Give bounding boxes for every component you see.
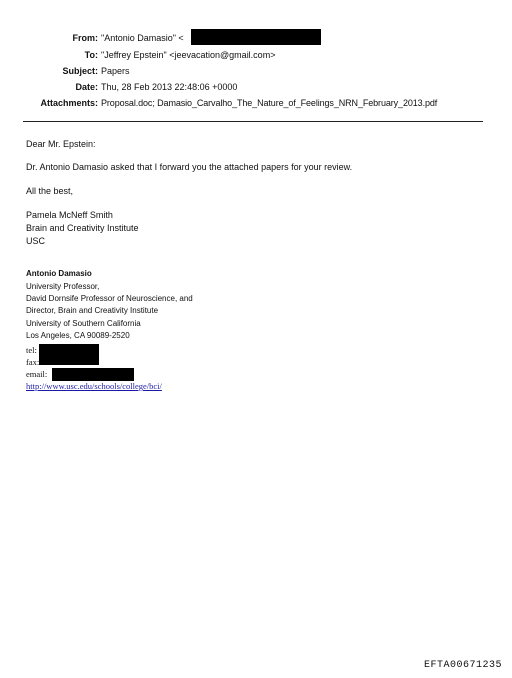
document-id: EFTA00671235 <box>423 660 502 671</box>
from-value: "Antonio Damasio" < <box>101 33 184 43</box>
from-row <box>0 31 98 45</box>
institute-link[interactable]: http://www.usc.edu/schools/college/bci/ <box>26 381 162 391</box>
signature-name: Antonio Damasio <box>26 269 92 278</box>
sender-line: Pamela McNeff Smith <box>26 210 113 220</box>
attachments-label: Attachments: <box>40 98 98 108</box>
to-label: To: <box>84 50 98 60</box>
signature-line: University Professor, <box>26 282 100 291</box>
redaction-box <box>39 344 99 365</box>
sender-line: USC <box>26 236 46 246</box>
from-label: From: <box>72 33 98 43</box>
fax-label: fax: <box>26 357 40 367</box>
signature-line: Director, Brain and Creativity Institute <box>26 306 159 315</box>
attachments-row <box>0 96 98 110</box>
email-label: email: <box>26 369 48 379</box>
subject-row <box>0 64 98 78</box>
redaction-box <box>191 29 321 45</box>
attachments-value: Proposal.doc; Damasio_Carvalho_The_Nature_of_Feelings_NRN_February_2013.pdf <box>101 98 438 108</box>
signature-line: David Dornsife Professor of Neuroscience, and <box>26 294 193 303</box>
date-value: Thu, 28 Feb 2013 22:48:06 +0000 <box>101 82 238 92</box>
to-row <box>0 48 98 62</box>
greeting: Dear Mr. Epstein: <box>26 139 96 149</box>
date-label: Date: <box>75 82 98 92</box>
subject-value: Papers <box>101 66 130 76</box>
signature-line: University of Southern California <box>26 319 141 328</box>
date-row <box>0 80 98 94</box>
to-value: "Jeffrey Epstein" <jeevacation@gmail.com> <box>101 50 276 60</box>
closing: All the best, <box>26 186 74 196</box>
subject-label: Subject: <box>62 66 98 76</box>
signature-line: Los Angeles, CA 90089-2520 <box>26 331 130 340</box>
header-divider <box>23 121 483 122</box>
tel-label: tel: <box>26 345 37 355</box>
sender-line: Brain and Creativity Institute <box>26 223 139 233</box>
message-body: Dr. Antonio Damasio asked that I forward you the attached papers for your review. <box>26 162 353 172</box>
